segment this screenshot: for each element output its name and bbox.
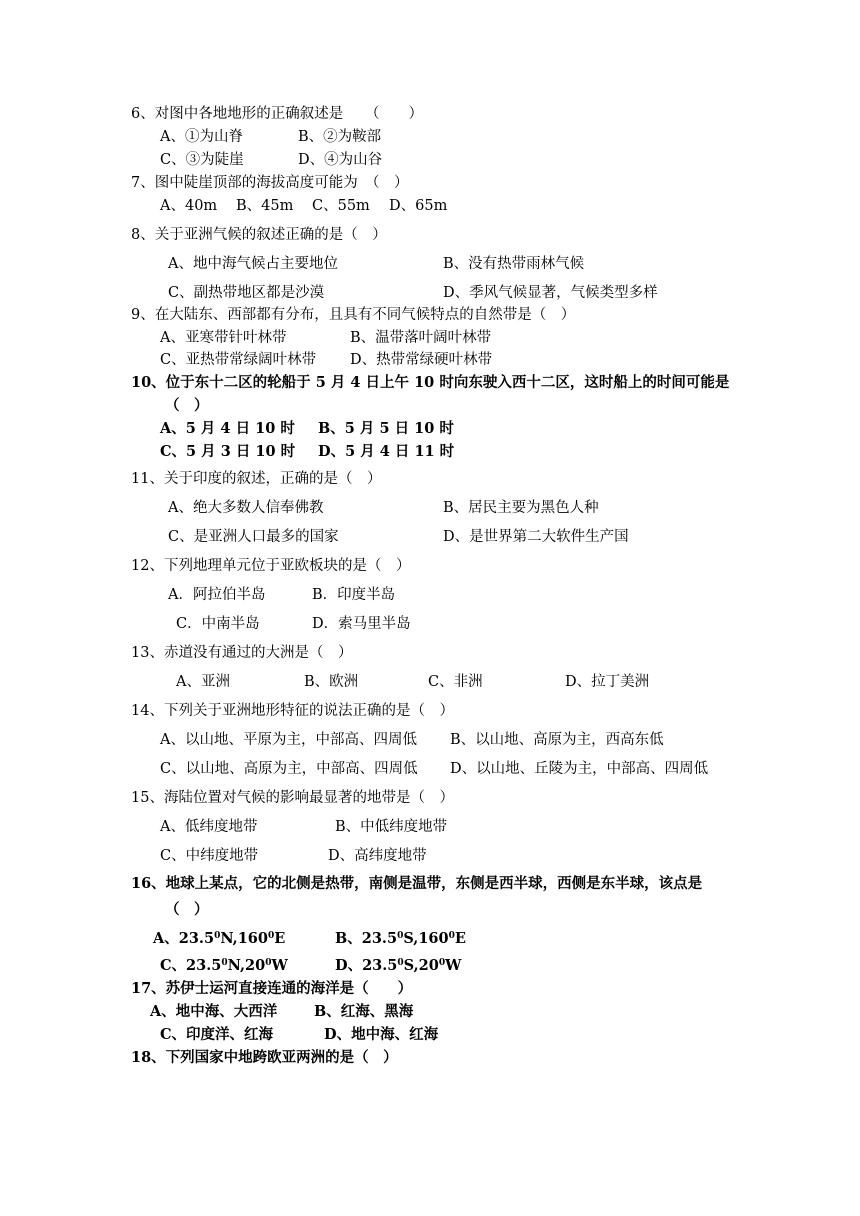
question-9-option-d: D、热带常绿硬叶林带 [350,352,493,368]
question-16-option-a: A、23.5$^0$N,160$^0$E [153,930,286,947]
question-9-option-c: C、亚热带常绿阔叶林带 [160,352,317,368]
question-10-stem-paren: （ ） [165,397,209,414]
question-14-stem: 14、下列关于亚洲地形特征的说法正确的是（ ） [131,703,454,719]
question-10-option-d: D、5 月 4 日 11 时 [318,443,455,460]
question-9-option-a: A、亚寒带针叶林带 [160,330,287,346]
degree-mark: 0 [438,958,446,968]
question-7-option-b: B、45m [236,198,294,214]
question-11-option-c: C、是亚洲人口最多的国家 [168,529,339,545]
question-15-stem: 15、海陆位置对气候的影响最显著的地带是（ ） [131,790,454,806]
question-10-option-c: C、5 月 3 日 10 时 [160,443,296,460]
question-17-stem: 17、苏伊士运河直接连通的海洋是（ ） [131,980,413,997]
degree-mark: 0 [221,958,228,968]
question-15-option-a: A、低纬度地带 [160,819,258,835]
question-12-option-a: A．阿拉伯半岛 [168,587,266,603]
question-10-stem: 10、位于东十二区的轮船于 5 月 4 日上午 10 时向东驶入西十二区，这时船上的时间可能是 [131,374,730,391]
question-8-option-c: C、副热带地区都是沙漠 [168,285,325,301]
question-7-option-a: A、40m [160,198,218,214]
question-11-option-d: D、是世界第二大软件生产国 [443,529,629,545]
degree-mark: 0 [265,958,272,968]
question-14-option-b: B、以山地、高原为主，西高东低 [450,732,664,748]
question-12-option-b: B．印度半岛 [312,587,396,603]
question-16-option-c: C、$23.5^0N,20^0W$ [160,957,288,974]
question-12-option-c: C．中南半岛 [176,616,260,632]
question-6-stem: 6、对图中各地地形的正确叙述是 （ ） [131,106,423,122]
question-16-stem: 16、地球上某点，它的北侧是热带，南侧是温带，东侧是西半球，西侧是东半球，该点是 [131,875,703,892]
question-7-option-c: C、55m [312,198,370,214]
degree-mark: 0 [268,931,275,941]
degree-mark: 0 [214,931,221,941]
question-7-stem: 7、图中陡崖顶部的海拔高度可能为 （ ） [131,175,409,191]
question-15-option-b: B、中低纬度地带 [335,819,448,835]
question-6-option-b: B、②为鞍部 [298,129,382,145]
question-13-option-a: A、亚洲 [176,674,230,690]
question-11-stem: 11、关于印度的叙述，正确的是（ ） [131,471,382,487]
question-12-stem: 12、下列地理单元位于亚欧板块的是（ ） [131,558,411,574]
question-11-option-a: A、绝大多数人信奉佛教 [168,500,324,516]
question-13-option-d: D、拉丁美洲 [565,674,650,690]
question-6-option-c: C、③为陡崖 [160,152,244,168]
question-13-option-c: C、非洲 [428,674,483,690]
question-12-option-d: D．索马里半岛 [312,616,411,632]
question-10-option-a: A、5 月 4 日 10 时 [160,420,295,437]
degree-mark: 0 [397,958,404,968]
question-9-stem: 9、在大陆东、西部都有分布，且具有不同气候特点的自然带是（ ） [131,307,576,323]
degree-mark: 0 [448,931,455,941]
question-9-option-b: B、温带落叶阔叶林带 [350,330,492,346]
question-16-option-b: B、23.5$^0$S,160$^0$E [335,930,466,947]
question-16-stem-paren: （ ） [165,901,209,918]
question-13-option-b: B、欧洲 [304,674,359,690]
question-8-option-d: D、季风气候显著，气候类型多样 [443,285,658,301]
question-17-option-a: A、地中海、大西洋 [150,1003,278,1020]
question-14-option-c: C、以山地、高原为主，中部高、四周低 [160,761,418,777]
question-17-option-d: D、地中海、红海 [324,1026,439,1043]
question-18-stem: 18、下列国家中地跨欧亚两洲的是（ ） [131,1049,398,1066]
question-14-option-d: D、以山地、丘陵为主，中部高、四周低 [450,761,709,777]
question-15-option-c: C、中纬度地带 [160,848,259,864]
question-14-option-a: A、以山地、平原为主，中部高、四周低 [160,732,417,748]
degree-mark: 0 [397,931,404,941]
question-17-option-c: C、印度洋、红海 [160,1026,274,1043]
question-17-option-b: B、红海、黑海 [314,1003,414,1020]
question-16-option-d: D、$23.5^0S,20^0W$ [335,957,462,974]
question-6-option-a: A、①为山脊 [160,129,243,145]
question-13-stem: 13、赤道没有通过的大洲是（ ） [131,645,353,661]
question-7-option-d: D、65m [389,198,448,214]
question-6-option-d: D、④为山谷 [298,152,383,168]
question-8-option-b: B、没有热带雨林气候 [443,256,585,272]
question-10-option-b: B、5 月 5 日 10 时 [318,420,454,437]
question-8-option-a: A、地中海气候占主要地位 [168,256,338,272]
question-11-option-b: B、居民主要为黑色人种 [443,500,599,516]
question-8-stem: 8、关于亚洲气候的叙述正确的是（ ） [131,227,387,243]
question-15-option-d: D、高纬度地带 [328,848,427,864]
